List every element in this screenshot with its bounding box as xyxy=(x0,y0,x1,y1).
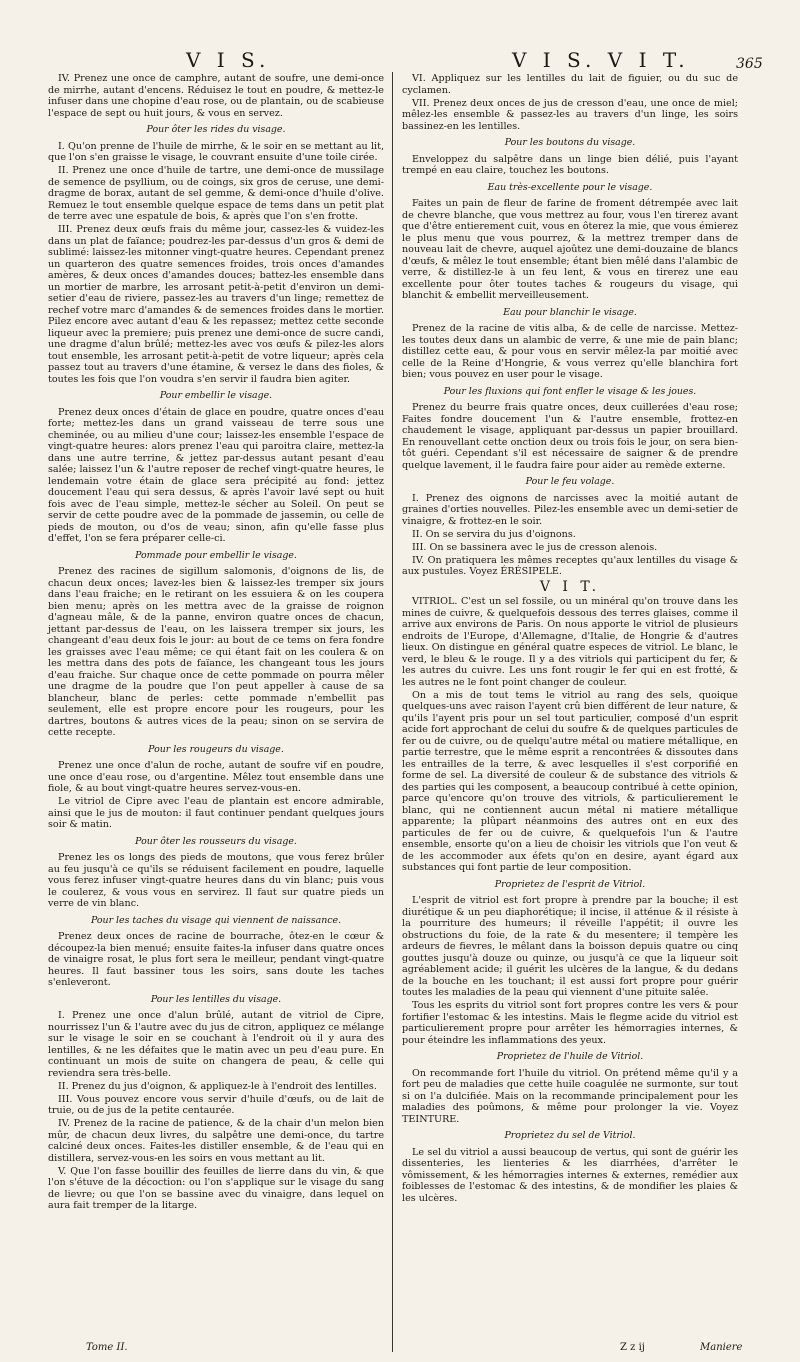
section-heading: Proprietez de l'esprit de Vitriol. xyxy=(494,878,646,890)
paragraph: III. Vous pouvez encore vous servir d'huile d'œufs, ou de lait de truie, ou de jus de la petite centaurée. xyxy=(48,1093,384,1116)
paragraph: Enveloppez du salpêtre dans un linge bien délié, puis l'ayant trempé en eau claire, touchez les boutons. xyxy=(402,153,738,176)
section-heading: Pour les boutons du visage. xyxy=(504,137,636,148)
section-heading: Pour les taches du visage qui viennent de naissance. xyxy=(90,914,342,926)
paragraph: V. Que l'on fasse bouillir des feuilles de lierre dans du vin, & que l'on s'étuve de la décoction: ou l'on s'applique sur le visage du sang de lievre; ou que l'on se bassine avec du vinaigre, dans lequel on aura fait tremper de la litarge. xyxy=(48,1165,384,1211)
paragraph: IV. Prenez de la racine de patience, & de la chair d'un melon bien mûr, de chacun deux livres, du salpêtre une demi-once, du tartre calciné deux onces. Faites-les distiller ensemble, & de l'eau qui en distillera, servez-vous-en les soirs en vous mettant au lit. xyxy=(48,1118,384,1164)
paragraph: III. Prenez deux œufs frais du même jour, cassez-les & vuidez-les dans un plat de faïance; poudrez-les par-dessus d'un gros & demi de sublimé: laissez-les mitonner vingt-quatre heures. Cependant prenez un quarteron des quatre semences froides, trois onces d'amandes amères, & deux onces d'amandes douces; battez-les ensemble dans un mortier de marbre, les arrosant petit-à-petit d'environ un demi-setier d'eau de riviere, passez-les au travers d'un linge; remettez de rechef votre marc d'amandes & de semences froides dans le mortier. Pilez encore avec autant d'eau & les repassez; mettez cette seconde liqueur avec la premiere; puis prenez une demi-once de sucre candi, une dragme d'alun brûlé; mettez-les avec vos œufs & pilez-les alors tout ensemble, les arrosant petit-à-petit de votre liqueur; après cela passez tout au travers d'une étamine, & versez le dans des fioles, & toutes les fois que l'on voudra s'en servir il faudra bien agiter. xyxy=(48,224,385,385)
paragraph: VITRIOL. C'est un sel fossile, ou un minéral qu'on trouve dans les mines de cuivre, & quelquefois dessous des terres glaises, comme il arrive aux environs de Paris. On nous apporte le vitriol de plusieurs endroits de l'Europe, d'Allemagne, d'Italie, de Hongrie & d'autres lieux. On distingue en général quatre especes de vitriol. Le blanc, le verd, le bleu & le rouge. Il y a des vitriols qui participent du fer, & les autres du cuivre. Les uns font rougir le fer qui en est frotté, & les autres ne le font point changer de couleur. xyxy=(402,596,738,688)
paragraph: III. On se bassinera avec le jus de cresson alenois. xyxy=(412,541,658,553)
section-heading: Pour ôter les rousseurs du visage. xyxy=(135,835,297,847)
paragraph: IV. On pratiquera les mêmes receptes qu'aux lentilles du visage & aux pustules. Voyez ÉRÉSIPELE. xyxy=(402,554,738,577)
paragraph: Tous les esprits du vitriol sont fort propres contre les vers & pour fortifier l'estomac & les intestins. Mais le flegme acide du vitriol est particulierement propre pour arrêter les hémorragies internes, & pour éteindre les inflammations des yeux. xyxy=(402,1000,738,1046)
paragraph: Prenez des racines de sigillum salomonis, d'oignons de lis, de chacun deux onces; lavez-les bien & laissez-les tremper six jours dans l'eau fraiche; en le retirant on les essuiera & on les coupera bien menu; après on les mettra avec de la graisse de roignon d'agneau mâle, & de la panne, environ quatre onces de chacun, jettant par-dessus de l'eau, on les laissera tremper six jours, les changeant d'eau deux fois le jour: au bout de ce tems on fera fondre les graisses avec l'eau même; ce qui étant fait on les coulera & on les mettra dans des pots de faïance, les changeant tous les jours d'eau fraiche. Sur chaque once de cette pommade on pourra mêler une dragme de la poudre que l'on peut appeller à cause de sa blancheur, blanc de perles: cette pommade n'embellit pas seulement, elle est propre encore pour les rougeurs, pour les dartres, boutons & autres vices de la peau; sinon on se servira de cette recepte. xyxy=(48,566,384,738)
running-head-right: V I S. V I T. xyxy=(512,48,690,72)
paragraph: On a mis de tout tems le vitriol au rang des sels, quoique quelques-uns avec raison l'ayent crû bien différent de leur nature, & qu'ils l'ayent pris pour un sel tout particulier, composé d'un esprit acide fort approchant de celui du soufre & de quelques particules de fer ou de cuivre, ou de quelqu'autre métal ou matiere métallique, en partie terrestre, que le même esprit a rencontrées & dissoutes dans les entrailles de la terre, & avec lesquelles il s'est corporifié en forme de sel. La diversité de couleur & de substance des vitriols & des parties qui les composent, a beaucoup contribué à cette opinion, parce qu'encore qu'on trouve des vitriols, & particulierement le blanc, qui ne contiennent aucun métal ni matiere métallique apparente; la plûpart néanmoins des autres ont en eux des particules de fer ou de cuivre, & quelquefois l'un & l'autre ensemble, ensorte qu'on a lieu de choisir les vitriols que l'on veut & de les accommoder aux éfets qu'on en desire, ayant égard aux substances qui font partie de leur composition. xyxy=(402,689,738,873)
paragraph: Prenez de la racine de vitis alba, & de celle de narcisse. Mettez-les toutes deux dans un alambic de verre, & une mie de pain blanc; distillez cette eau, & pour vous en servir mêlez-la par moitié avec celle de la Reine d'Hongrie, & vous verrez qu'elle blanchira fort bien; vous pouvez en user pour le visage. xyxy=(402,323,738,380)
paragraph: Prenez les os longs des pieds de moutons, que vous ferez brûler au feu jusqu'à ce qu'ils se réduisent facilement en poudre, laquelle vous ferez infuser vingt-quatre heures dans du vin blanc; puis vous le coulerez, & vous vous en servirez. Il faut sur quatre pieds un verre de vin blanc. xyxy=(48,852,384,909)
volume-label: Tome II. xyxy=(86,1342,128,1353)
section-heading: Pommade pour embellir le visage. xyxy=(135,549,297,561)
page-number: 365 xyxy=(736,56,763,72)
column-divider xyxy=(392,72,393,1352)
paragraph: I. Qu'on prenne de l'huile de mirrhe, & le soir en se mettant au lit, que l'on s'en graisse le visage, le couvrant ensuite d'une toile cirée. xyxy=(48,140,384,163)
paragraph: VI. Appliquez sur les lentilles du lait de figuier, ou du suc de cyclamen. xyxy=(402,73,738,96)
section-heading: Eau pour blanchir le visage. xyxy=(503,306,637,318)
section-heading: Pour les lentilles du visage. xyxy=(150,993,282,1005)
paragraph: II. On se servira du jus d'oignons. xyxy=(412,528,576,540)
paragraph: I. Prenez une once d'alun brûlé, autant de vitriol de Cipre, nourrissez l'un & l'autre avec du jus de citron, appliquez ce mélange sur le visage le soir en se couchant à l'endroit où il y aura des lentilles, & ne les défaites que le matin avec un peu d'eau pure. En continuant un mois de suite on changera de peau, & celle qui reviendra sera très-belle. xyxy=(48,1010,384,1079)
paragraph: Prenez du beurre frais quatre onces, deux cuillerées d'eau rose; Faites fondre doucement l'un & l'autre ensemble, frottez-en chaudement le visage, appliquant par-dessus un papier brouillard. En renouvellant cette onction deux ou trois fois le jour, on sera bien-tôt guéri. Cependant s'il est nécessaire de saigner & de prendre quelque lavement, il le faudra faire pour aider au remède externe. xyxy=(402,402,738,471)
catchword: Maniere xyxy=(700,1342,743,1353)
paragraph: II. Prenez une once d'huile de tartre, une demi-once de mussilage de semence de psyllium, ou de coings, six gros de ceruse, une demi-dragme de borax, autant de sel gemme, & demi-once d'huile d'olive. Remuez le tout ensemble quelque espace de tems dans un petit plat de terre avec une espatule de bois, & après que l'on s'en frotte. xyxy=(48,165,384,222)
right-column xyxy=(402,73,738,1206)
section-heading: Pour les rougeurs du visage. xyxy=(148,743,284,755)
paragraph: II. Prenez du jus d'oignon, & appliquez-le à l'endroit des lentilles. xyxy=(58,1080,377,1092)
paragraph: IV. Prenez une once de camphre, autant de soufre, une demi-once de mirrhe, autant d'encens. Réduisez le tout en poudre, & mettez-le infuser dans une chopine d'eau rose, ou de plantain, ou de scabieuse l'espace de sept ou huit jours, & vous en servez. xyxy=(48,73,384,119)
paragraph: L'esprit de vitriol est fort propre à prendre par la bouche; il est diurétique & un peu diaphorétique; il incise, il atténue & il résiste à la pourriture des humeurs; il réveille l'appétit; il ouvre les obstructions du foie, de la rate & du mesentere; il tempère les ardeurs de fievres, le mêlant dans la boisson depuis quatre ou cinq gouttes jusqu'à douze ou quinze, ou jusqu'à ce que la liqueur soit agréablement acide; il guérit les ulcères de la langue, & du dedans de la bouche en les touchant; il est aussi fort propre pour guérir toutes les maladies de la peau qui viennent d'une pituite salée. xyxy=(402,895,738,998)
paragraph: Prenez deux onces de racine de bourrache, ôtez-en le cœur & découpez-la bien menué; ensuite faites-la infuser dans quatre onces de vinaigre rosat, le plus fort sera le meilleur, pendant vingt-quatre heures. Il faut bassiner tous les soirs, sans doute les taches s'enleveront. xyxy=(48,931,384,988)
section-heading: Pour le feu volage. xyxy=(525,476,615,487)
paragraph: On recommande fort l'huile du vitriol. On prétend même qu'il y a fort peu de maladies que cette huile coagulée ne surmonte, sur tout si on l'a dulcifiée. Mais on la recommande principalement pour les maladies des poûmons, & même pour prolonger la vie. Voyez TEINTURE. xyxy=(402,1067,738,1125)
left-column xyxy=(48,73,384,1213)
section-heading: Proprietez du sel de Vitriol. xyxy=(504,1130,636,1141)
section-heading: Proprietez de l'huile de Vitriol. xyxy=(496,1051,644,1062)
paragraph: I. Prenez des oignons de narcisses avec la moitié autant de graines d'orties nouvelles. Pilez-les ensemble avec un demi-setier de vinaigre, & frottez-en le soir. xyxy=(402,492,738,527)
paragraph: VII. Prenez deux onces de jus de cresson d'eau, une once de miel; mêlez-les ensemble & passez-les au travers d'un linge, les soirs bassinez-en les lentilles. xyxy=(402,97,738,132)
section-heading: Pour les fluxions qui font enfler le visage & les joues. xyxy=(443,385,697,397)
section-title: V I T. xyxy=(539,578,601,595)
paragraph: Le vitriol de Cipre avec l'eau de plantain est encore admirable, ainsi que le jus de mouton: il faut continuer pendant quelques jours soir & matin. xyxy=(48,796,384,830)
paragraph: Prenez deux onces d'étain de glace en poudre, quatre onces d'eau forte; mettez-les dans un grand vaisseau de terre sous une cheminée, ou au milieu d'une cour; laissez-les ensemble l'espace de vingt-quatre heures: alors prenez l'eau qui paroitra claire, mettez-la dans une autre terrine, & jettez par-dessus autant pesant d'eau salée; laissez l'un & l'autre reposer de rechef vingt-quatre heures, le lendemain votre étain de glace sera précipité au fond: jettez doucement l'eau qui sera dessus, & après l'avoir lavé sept ou huit fois avec de l'eau simple, mettez-le sécher au Soleil. On peut se servir de cette poudre avec de la pommade de jassemin, ou celle de pieds de mouton, ou d'os de veau; sinon, afin qu'elle fasse plus d'effet, l'on se fera préparer celle-ci. xyxy=(48,406,384,544)
section-heading: Pour ôter les rides du visage. xyxy=(146,124,286,135)
signature-mark: Z z ij xyxy=(620,1342,645,1353)
section-heading: Pour embellir le visage. xyxy=(159,390,273,401)
section-heading: Eau très-excellente pour le visage. xyxy=(487,181,653,193)
paragraph: Faites un pain de fleur de farine de froment détrempée avec lait de chevre blanche, que vous mettrez au four, vous l'en tirerez avant que d'être entierement cuit, vous en ôterez la mie, que vous émierez le plus menu que vous pourrez, & la mettrez tremper dans de nouveau lait de chevre, auquel ajoûtez une demi-douzaine de blancs d'œufs, & mêlez le tout ensemble; étant bien mêlé dans l'alambic de verre, & distillez-le à un feu lent, & vous en tirerez une eau excellente pour ôter toutes taches & rougeurs du visage, qui blanchit & embellit merveilleusement. xyxy=(402,198,738,301)
running-head-left: V I S. xyxy=(186,48,271,72)
paragraph: Prenez une once d'alun de roche, autant de soufre vif en poudre, une once d'eau rose, ou d'argentine. Mêlez tout ensemble dans une fiole, & au bout vingt-quatre heures servez-vous-en. xyxy=(48,760,384,794)
paragraph: Le sel du vitriol a aussi beaucoup de vertus, qui sont de guérir les dissenteries, les lienteries & les diarrhées, d'arrêter le vômissement, & les hémorragies internes & externes, remédier aux foiblesses de l'estomac & des intestins, & de mondifier les plaies & les ulcères. xyxy=(402,1146,738,1204)
